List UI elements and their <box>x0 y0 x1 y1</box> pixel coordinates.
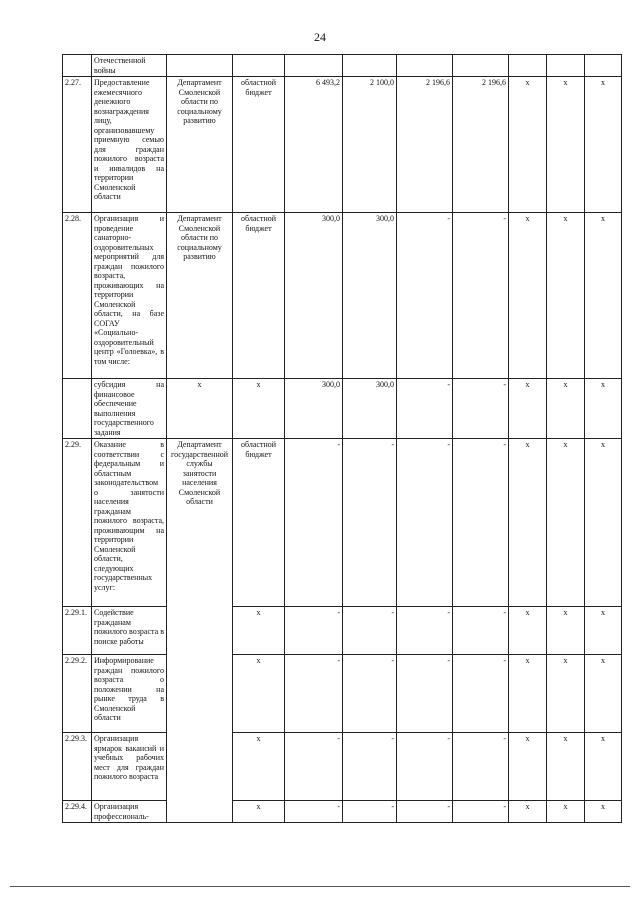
indicator-1: х <box>509 607 547 655</box>
indicator-3: х <box>585 77 622 213</box>
row-number <box>63 379 92 439</box>
amount-year-1: - <box>343 607 397 655</box>
amount-year-2: 2 196,6 <box>397 77 453 213</box>
amount-year-2: - <box>397 607 453 655</box>
amount-total: - <box>285 801 343 823</box>
funding-source: х <box>233 379 285 439</box>
indicator-3: х <box>585 213 622 379</box>
indicator-1: х <box>509 439 547 607</box>
table-row <box>63 607 622 655</box>
indicator-1: х <box>509 655 547 733</box>
indicator-3 <box>585 55 622 77</box>
indicator-2: х <box>547 379 585 439</box>
indicator-2: х <box>547 607 585 655</box>
measure-name: Организация и проведение санаторно-оздоровительных мероприятий для граждан пожилого возраста, проживающих на территории Смоленской области, на базе СОГАУ «Социально-оздоровительный центр «Голоевка», в том числе: <box>92 213 167 379</box>
amount-year-3: - <box>453 607 509 655</box>
executor: Департамент Смоленской области по социальному развитию <box>167 213 233 379</box>
table-row <box>63 379 622 439</box>
amount-year-1: - <box>343 801 397 823</box>
indicator-1: х <box>509 733 547 801</box>
amount-total: 300,0 <box>285 379 343 439</box>
executor <box>167 55 233 77</box>
indicator-2: х <box>547 213 585 379</box>
amount-total: - <box>285 607 343 655</box>
row-number: 2.29.4. <box>63 801 92 823</box>
amount-year-3: - <box>453 655 509 733</box>
table-row <box>63 55 622 77</box>
amount-year-3: - <box>453 801 509 823</box>
row-number: 2.29. <box>63 439 92 607</box>
funding-source: х <box>233 733 285 801</box>
indicator-1 <box>509 55 547 77</box>
amount-total: 300,0 <box>285 213 343 379</box>
executor: Департамент Смоленской области по социальному развитию <box>167 77 233 213</box>
indicator-2: х <box>547 801 585 823</box>
indicator-3: х <box>585 801 622 823</box>
table-row <box>63 655 622 733</box>
funding-source: областной бюджет <box>233 213 285 379</box>
amount-total: - <box>285 733 343 801</box>
funding-source: х <box>233 655 285 733</box>
amount-year-2: - <box>397 801 453 823</box>
amount-year-1 <box>343 55 397 77</box>
amount-year-3: 2 196,6 <box>453 77 509 213</box>
measure-name: Оказание в соответствии с федеральным и областным законодательством о занятости населения гражданам пожилого возраста, проживающим на территории Смоленской области, следующих государственных услуг: <box>92 439 167 607</box>
funding-source: х <box>233 801 285 823</box>
program-table <box>62 54 622 823</box>
indicator-1: х <box>509 379 547 439</box>
executor: Департамент государственной службы занятости населения Смоленской области <box>167 439 233 823</box>
row-number: 2.27. <box>63 77 92 213</box>
amount-year-1: - <box>343 733 397 801</box>
indicator-2: х <box>547 733 585 801</box>
amount-year-3: - <box>453 379 509 439</box>
row-number: 2.29.3. <box>63 733 92 801</box>
executor: х <box>167 379 233 439</box>
measure-name: Организация ярмарок вакансий и учебных рабочих мест для граждан пожилого возраста <box>92 733 167 801</box>
row-number: 2.29.2. <box>63 655 92 733</box>
measure-name: Содействие гражданам пожилого возраста в поиске работы <box>92 607 167 655</box>
indicator-2: х <box>547 77 585 213</box>
table-row <box>63 213 622 379</box>
amount-year-3 <box>453 55 509 77</box>
measure-name: субсидия на финансовое обеспечение выполнения государственного задания <box>92 379 167 439</box>
amount-year-2 <box>397 55 453 77</box>
row-number: 2.28. <box>63 213 92 379</box>
indicator-3: х <box>585 655 622 733</box>
indicator-1: х <box>509 801 547 823</box>
amount-year-3: - <box>453 733 509 801</box>
amount-year-1: 300,0 <box>343 213 397 379</box>
amount-year-1: 2 100,0 <box>343 77 397 213</box>
indicator-2 <box>547 55 585 77</box>
amount-year-1: - <box>343 439 397 607</box>
amount-year-3: - <box>453 439 509 607</box>
amount-year-2: - <box>397 379 453 439</box>
amount-year-3: - <box>453 213 509 379</box>
indicator-3: х <box>585 379 622 439</box>
measure-name: Предоставление ежемесячного денежного вознаграждения лицу, организовавшему приемную семью для граждан пожилого возраста и инвалидов на территории Смоленской области <box>92 77 167 213</box>
amount-year-2: - <box>397 213 453 379</box>
table-row <box>63 801 622 823</box>
amount-total: 6 493,2 <box>285 77 343 213</box>
funding-source <box>233 55 285 77</box>
amount-total <box>285 55 343 77</box>
measure-name: Организация профессиональ- <box>92 801 167 823</box>
row-number: 2.29.1. <box>63 607 92 655</box>
amount-year-2: - <box>397 439 453 607</box>
indicator-1: х <box>509 213 547 379</box>
amount-year-1: - <box>343 655 397 733</box>
row-number <box>63 55 92 77</box>
amount-total: - <box>285 655 343 733</box>
table-row <box>63 733 622 801</box>
funding-source: областной бюджет <box>233 439 285 607</box>
measure-name: Отечественной войны <box>92 55 167 77</box>
amount-year-1: 300,0 <box>343 379 397 439</box>
table-row <box>63 77 622 213</box>
amount-total: - <box>285 439 343 607</box>
indicator-2: х <box>547 655 585 733</box>
indicator-3: х <box>585 439 622 607</box>
funding-source: х <box>233 607 285 655</box>
indicator-2: х <box>547 439 585 607</box>
amount-year-2: - <box>397 733 453 801</box>
measure-name: Информирование граждан пожилого возраста о положении на рынке труда в Смоленской области <box>92 655 167 733</box>
funding-source: областной бюджет <box>233 77 285 213</box>
indicator-3: х <box>585 733 622 801</box>
page-bottom-rule <box>10 886 630 887</box>
indicator-3: х <box>585 607 622 655</box>
table-row <box>63 439 622 607</box>
amount-year-2: - <box>397 655 453 733</box>
indicator-1: х <box>509 77 547 213</box>
page-number: 24 <box>314 30 326 44</box>
